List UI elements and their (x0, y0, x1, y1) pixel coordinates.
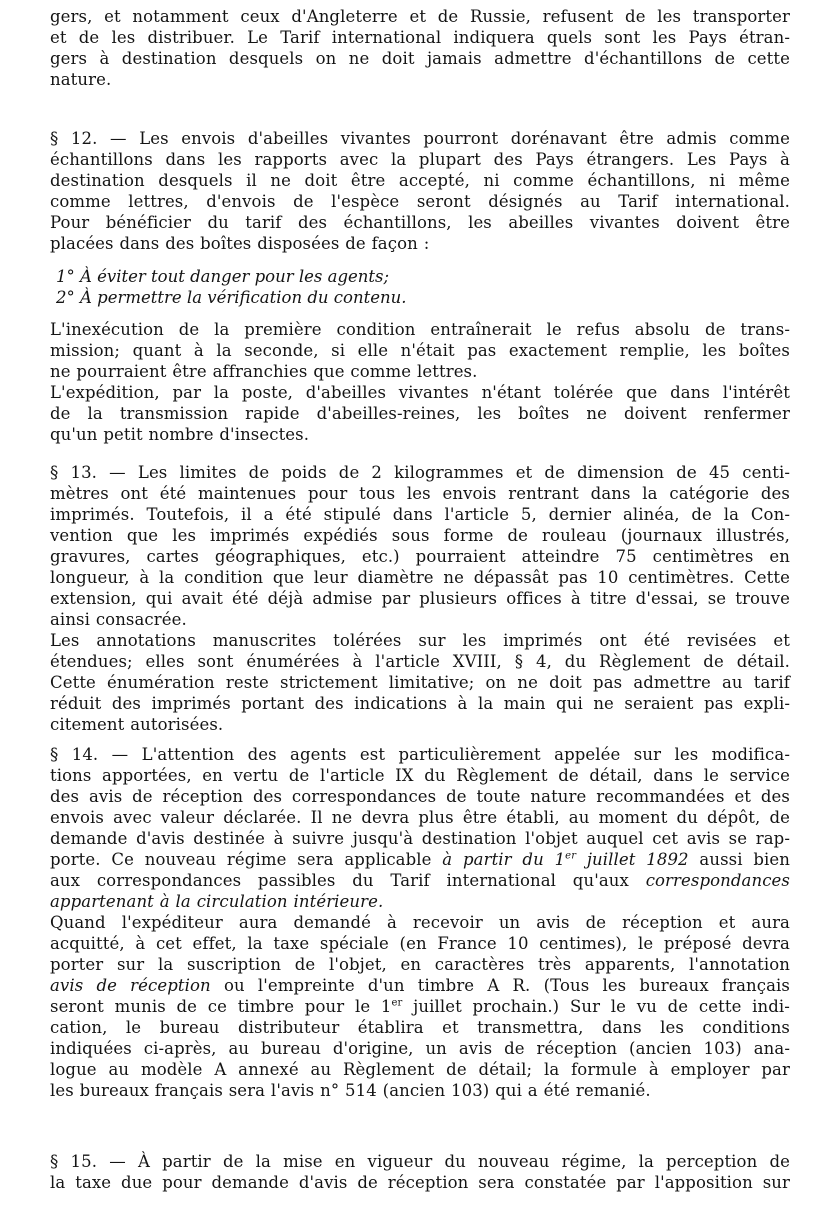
superscript: er (391, 997, 403, 1009)
text-run: juillet prochain.) Sur le vu de cette indi- (402, 997, 790, 1016)
text-line: indiquées ci-après, au bureau d'origine, un avis de réception (ancien 103) ana- (50, 1039, 790, 1058)
text-line: envois avec valeur déclarée. Il ne devra plus être établi, au moment du dépôt, de (50, 808, 790, 827)
text-line: des avis de réception des correspondances de toute nature recommandées et des (50, 787, 790, 806)
text-line: § 13. — Les limites de poids de 2 kilogrammes et de dimension de 45 centi- (50, 463, 790, 482)
conditions-list (56, 266, 756, 308)
text-line: placées dans des boîtes disposées de façon : (50, 234, 430, 253)
text-line: L'expédition, par la poste, d'abeilles vivantes n'étant tolérée que dans l'intérêt (50, 383, 790, 402)
text-line: § 12. — Les envois d'abeilles vivantes pourront dorénavant être admis comme (50, 129, 790, 148)
text-line (50, 996, 790, 1017)
text-line: mètres ont été maintenues pour tous les envois rentrant dans la catégorie des (50, 484, 790, 503)
text-line: porter sur la suscription de l'objet, en caractères très apparents, l'annotation (50, 955, 790, 974)
text-line: les bureaux français sera l'avis n° 514 (ancien 103) qui a été remanié. (50, 1081, 651, 1100)
list-item: 2° À permettre la vérification du contenu. (56, 288, 407, 307)
section-15 (50, 1151, 790, 1193)
text-line: mission; quant à la seconde, si elle n'était pas exactement remplie, les boîtes (50, 341, 790, 360)
text-run: aussi bien (688, 850, 791, 869)
paragraph-intro (50, 6, 790, 90)
text-line: étendues; elles sont énumérées à l'article XVIII, § 4, du Règlement de détail. (50, 652, 790, 671)
text-line: Cette énumération reste strictement limitative; on ne doit pas admettre au tarif (50, 673, 790, 692)
text-line (50, 891, 790, 912)
emphasis: appartenant à la circulation intérieure. (50, 892, 384, 911)
text-line: destination desquels il ne doit être accepté, ni comme échantillons, ni même (50, 171, 790, 190)
text-line: tions apportées, en vertu de l'article IX du Règlement de détail, dans le service (50, 766, 790, 785)
text-line: Quand l'expéditeur aura demandé à recevoir un avis de réception et aura (50, 913, 790, 932)
text-run: ou l'empreinte d'un timbre A R. (Tous les bureaux français (210, 976, 790, 995)
date-emphasis (442, 850, 688, 869)
text-line (50, 870, 790, 891)
text-line: imprimés. Toutefois, il a été stipulé dans l'article 5, dernier alinéa, de la Con- (50, 505, 790, 524)
text-line (50, 975, 790, 996)
text-line: acquitté, à cet effet, la taxe spéciale (en France 10 centimes), le préposé devra (50, 934, 790, 953)
text-line: comme lettres, d'envois de l'espèce seront désignés au Tarif international. (50, 192, 790, 211)
text-line: Les annotations manuscrites tolérées sur les imprimés ont été revisées et (50, 631, 790, 650)
text-line: logue au modèle A annexé au Règlement de détail; la formule à employer par (50, 1060, 790, 1079)
text-line: demande d'avis destinée à suivre jusqu'à destination l'objet auquel cet avis se rap- (50, 829, 790, 848)
text-line: réduit des imprimés portant des indications à la main qui ne seraient pas expli- (50, 694, 790, 713)
text-run: aux correspondances passibles du Tarif international qu'aux (50, 871, 646, 890)
text-line: et de les distribuer. Le Tarif international indiquera quels sont les Pays étran- (50, 28, 790, 47)
text-line: L'inexécution de la première condition entraînerait le refus absolu de trans- (50, 320, 790, 339)
text-line: Pour bénéficier du tarif des échantillons, les abeilles vivantes doivent être (50, 213, 790, 232)
text-line: longueur, à la condition que leur diamètre ne dépassât pas 10 centimètres. Cette (50, 568, 790, 587)
text-line: citement autorisées. (50, 715, 224, 734)
emphasis: correspondances (645, 871, 790, 890)
text-line: de la transmission rapide d'abeilles-reines, les boîtes ne doivent renfermer (50, 404, 790, 423)
text-line: gravures, cartes géographiques, etc.) pourraient atteindre 75 centimètres en (50, 547, 790, 566)
text-line (50, 849, 790, 870)
list-item: 1° À éviter tout danger pour les agents; (56, 267, 390, 286)
text-line: ainsi consacrée. (50, 610, 187, 629)
text-line: extension, qui avait été déjà admise par plusieurs offices à titre d'essai, se trouve (50, 589, 790, 608)
superscript: er (565, 850, 577, 862)
text-run: seront munis de ce timbre pour le 1 (50, 997, 392, 1016)
section-12-conditions (50, 319, 790, 445)
text-line: vention que les imprimés expédiés sous forme de rouleau (journaux illustrés, (50, 526, 790, 545)
emphasis: avis de réception (50, 976, 211, 995)
section-13 (50, 462, 790, 735)
text-line: cation, le bureau distributeur établira et transmettra, dans les conditions (50, 1018, 790, 1037)
text-run: porte. Ce nouveau régime sera applicable (50, 850, 443, 869)
section-12 (50, 128, 790, 254)
text-line: § 15. — À partir de la mise en vigueur du nouveau régime, la perception de (50, 1152, 790, 1171)
text-line: nature. (50, 70, 112, 89)
text-line: ne pourraient être affranchies que comme lettres. (50, 362, 478, 381)
text-line: gers à destination desquels on ne doit jamais admettre d'échantillons de cette (50, 49, 790, 68)
text-line: échantillons dans les rapports avec la plupart des Pays étrangers. Les Pays à (50, 150, 790, 169)
text-line: § 14. — L'attention des agents est particulièrement appelée sur les modifica- (50, 745, 790, 764)
text-run: à partir du 1 (442, 850, 566, 869)
text-line: qu'un petit nombre d'insectes. (50, 425, 310, 444)
text-run: juillet 1892 (576, 850, 689, 869)
text-line: la taxe due pour demande d'avis de réception sera constatée par l'apposition sur (50, 1173, 790, 1192)
text-line: gers, et notamment ceux d'Angleterre et de Russie, refusent de les transporter (50, 7, 790, 26)
section-14 (50, 744, 790, 1101)
